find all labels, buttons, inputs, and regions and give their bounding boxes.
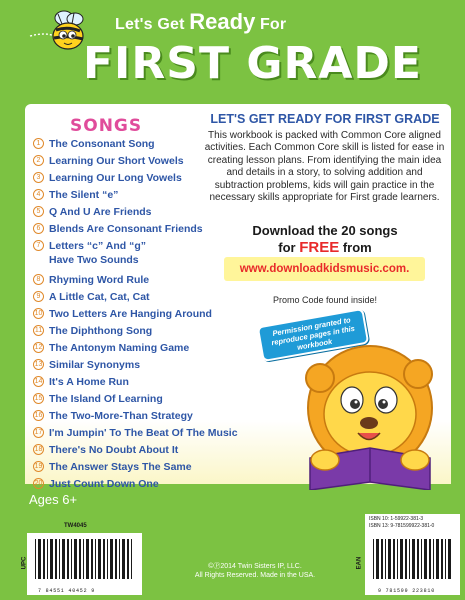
ean-digits: 9 781599 223810 bbox=[378, 588, 436, 594]
song-title: The Antonym Naming Game bbox=[49, 342, 190, 354]
tagline-ready: Ready bbox=[189, 9, 256, 34]
song-number: 7 bbox=[33, 240, 44, 251]
song-title: Learning Our Short Vowels bbox=[49, 155, 184, 167]
song-number: 16 bbox=[33, 410, 44, 421]
download-line-1: Download the 20 songs bbox=[252, 223, 398, 238]
list-item bbox=[33, 460, 238, 477]
tagline-for: For bbox=[255, 16, 287, 33]
song-number: 20 bbox=[33, 478, 44, 489]
song-number: 9 bbox=[33, 291, 44, 302]
isbn-13: ISBN 13: 9-781599922-381-0 bbox=[369, 523, 435, 529]
age-range: Ages 6+ bbox=[29, 492, 78, 507]
copyright-line-1: ©Ⓟ2014 Twin Sisters IP, LLC. bbox=[208, 563, 302, 570]
isbn-box bbox=[365, 514, 460, 533]
list-item bbox=[33, 358, 238, 375]
song-number: 11 bbox=[33, 325, 44, 336]
song-title: Similar Synonyms bbox=[49, 359, 141, 371]
song-number: 2 bbox=[33, 155, 44, 166]
tagline bbox=[115, 9, 286, 35]
upc-barcode-bars bbox=[27, 533, 142, 585]
song-title: The Diphthong Song bbox=[49, 325, 153, 337]
song-title: Q And U Are Friends bbox=[49, 206, 152, 218]
song-number: 18 bbox=[33, 444, 44, 455]
header bbox=[0, 0, 465, 105]
song-title: The Answer Stays The Same bbox=[49, 461, 192, 473]
bee-icon bbox=[28, 6, 88, 56]
info-description: This workbook is packed with Common Core aligned activities. Each Common Core skill is listed for ease in creating lesson plans. From identifying the main idea and details in a story, to solving addition and subtraction problems, kids will gain practice in the necessary skills appropriate for First grade learners. bbox=[204, 130, 445, 204]
upc-label: UPC bbox=[21, 556, 28, 570]
list-item bbox=[33, 426, 238, 443]
song-number: 13 bbox=[33, 359, 44, 370]
copyright-line-2: All Rights Reserved. Made in the USA. bbox=[194, 572, 316, 579]
song-title: Two Letters Are Hanging Around bbox=[49, 308, 212, 320]
list-item bbox=[33, 205, 238, 222]
ean-barcode-bars bbox=[365, 533, 460, 585]
list-item bbox=[33, 375, 238, 392]
song-title: The Silent “e” bbox=[49, 189, 119, 201]
song-title: Blends Are Consonant Friends bbox=[49, 223, 203, 235]
copyright bbox=[150, 562, 360, 580]
permission-badge: Permission granted to reproduce pages in this workbook bbox=[257, 308, 370, 362]
download-for: for bbox=[278, 240, 300, 255]
song-number: 8 bbox=[33, 274, 44, 285]
song-number: 1 bbox=[33, 138, 44, 149]
product-code: TW4045 bbox=[64, 523, 87, 529]
lion-illustration bbox=[280, 330, 455, 490]
download-url: www.downloadkidsmusic.com. bbox=[224, 257, 425, 281]
song-number: 12 bbox=[33, 342, 44, 353]
tagline-text: Let's Get bbox=[115, 16, 190, 33]
download-callout bbox=[205, 222, 445, 256]
list-item bbox=[33, 273, 238, 290]
list-item bbox=[33, 409, 238, 426]
song-number: 4 bbox=[33, 189, 44, 200]
isbn-10: ISBN 10: 1-59922-381-3 bbox=[369, 516, 424, 522]
promo-note: Promo Code found inside! bbox=[272, 295, 378, 305]
song-number: 15 bbox=[33, 393, 44, 404]
song-number: 5 bbox=[33, 206, 44, 217]
song-title: Letters “c” And “g” Have Two Sounds bbox=[49, 240, 147, 266]
song-number: 6 bbox=[33, 223, 44, 234]
song-title: It's A Home Run bbox=[49, 376, 129, 388]
ean-label: EAN bbox=[356, 556, 363, 570]
song-title: The Consonant Song bbox=[49, 138, 155, 150]
song-title: Just Count Down One bbox=[49, 478, 159, 490]
list-item bbox=[33, 307, 238, 324]
free-label: FREE bbox=[299, 239, 340, 256]
song-number: 3 bbox=[33, 172, 44, 183]
upc-digits: 7 84551 40452 9 bbox=[38, 588, 96, 594]
song-number: 19 bbox=[33, 461, 44, 472]
song-title: The Two-More-Than Strategy bbox=[49, 410, 193, 422]
list-item bbox=[33, 392, 238, 409]
song-title: Rhyming Word Rule bbox=[49, 274, 150, 286]
song-title: I'm Jumpin' To The Beat Of The Music bbox=[49, 427, 238, 439]
info-heading: LET'S GET READY FOR FIRST GRADE bbox=[210, 112, 440, 126]
song-number: 10 bbox=[33, 308, 44, 319]
song-title: There's No Doubt About It bbox=[49, 444, 179, 456]
song-number: 17 bbox=[33, 427, 44, 438]
list-item bbox=[33, 443, 238, 460]
songs-heading: SONGS bbox=[70, 116, 143, 136]
book-title: FIRST GRADE bbox=[83, 38, 422, 89]
ean-barcode bbox=[365, 533, 460, 595]
upc-barcode bbox=[27, 533, 142, 595]
list-item bbox=[33, 341, 238, 358]
song-title: The Island Of Learning bbox=[49, 393, 163, 405]
download-line-2 bbox=[205, 239, 445, 256]
list-item bbox=[33, 324, 238, 341]
download-from: from bbox=[339, 240, 372, 255]
song-number: 14 bbox=[33, 376, 44, 387]
song-title: A Little Cat, Cat, Cat bbox=[49, 291, 150, 303]
song-title: Learning Our Long Vowels bbox=[49, 172, 182, 184]
